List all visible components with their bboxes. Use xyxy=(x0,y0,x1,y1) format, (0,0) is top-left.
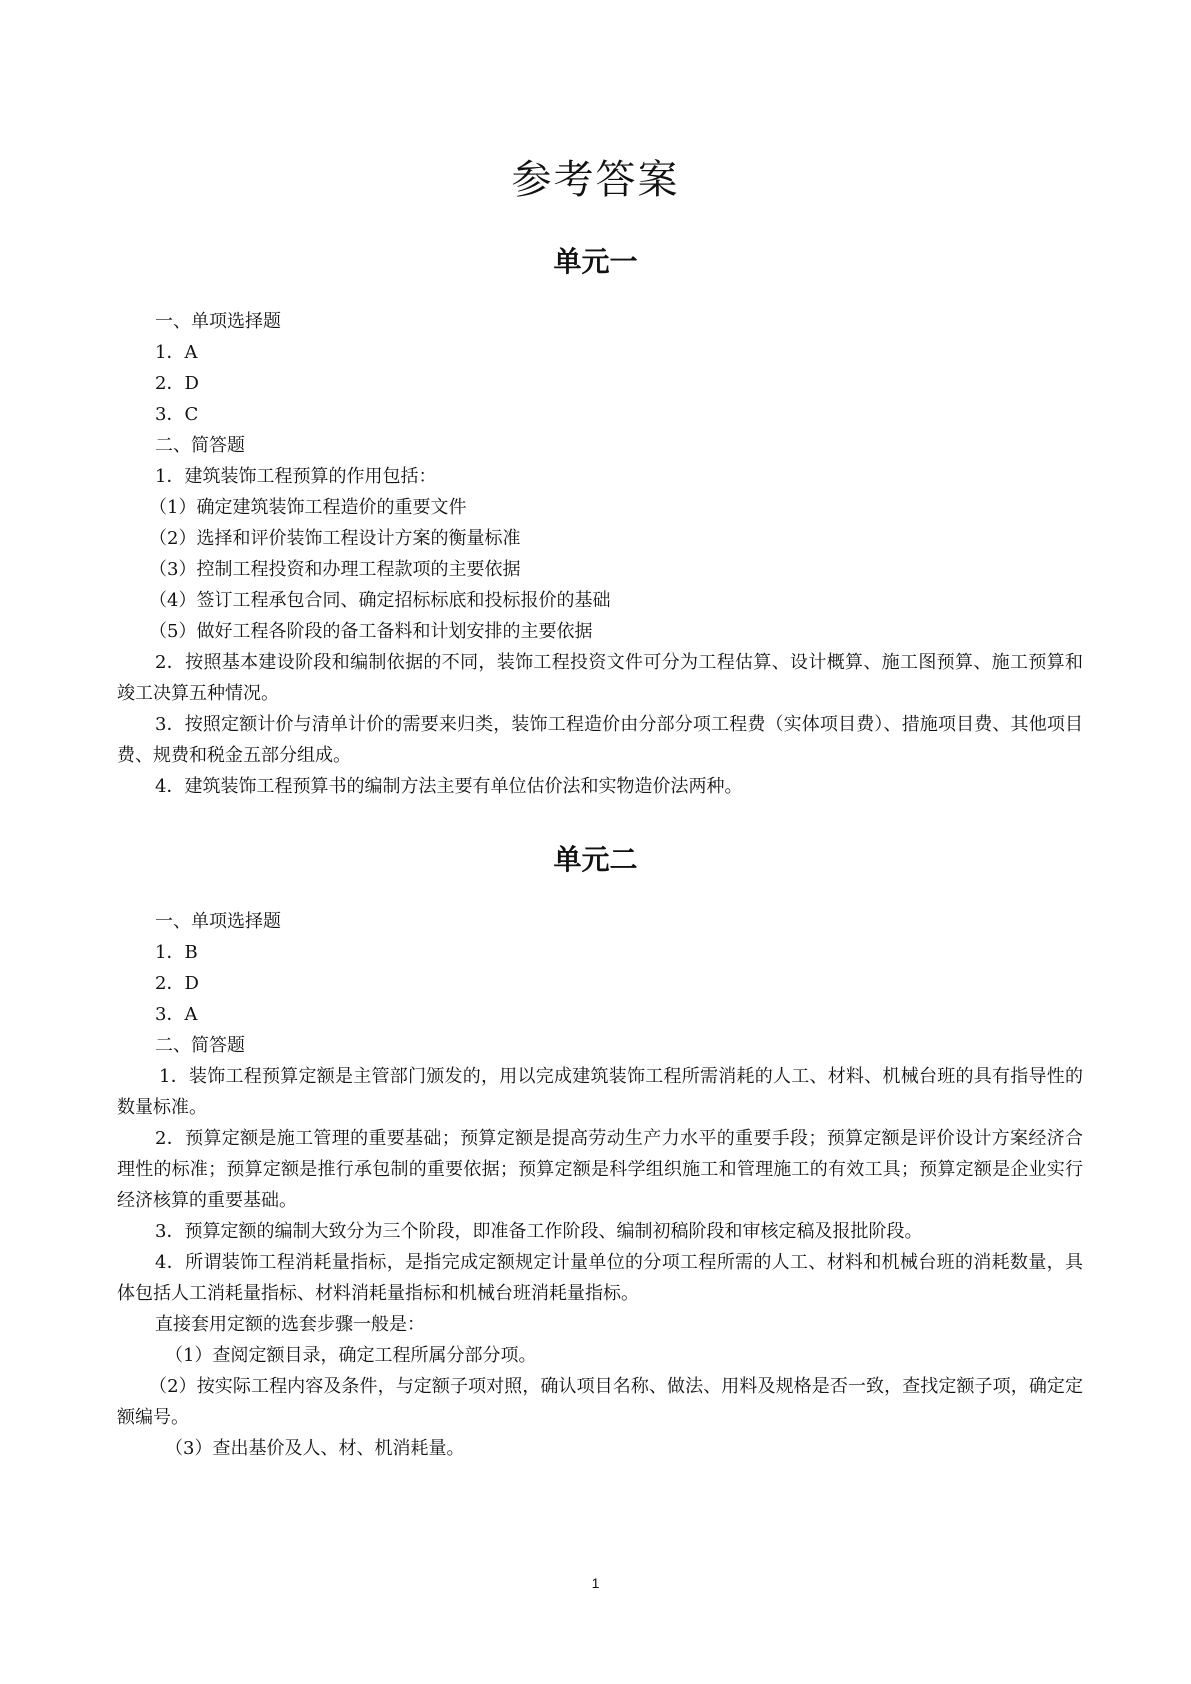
unit2-step-1: （1）查阅定额目录，确定工程所属分部分项。 xyxy=(165,1345,537,1366)
unit1-mc-answer-2: 2．D xyxy=(155,373,199,394)
unit1-q3-answer: 3．按照定额计价与清单计价的需要来归类，装饰工程造价由分部分项工程费（实体项目费）、措施项目费、其他项目费、规费和税金五部分组成。 xyxy=(117,714,1083,766)
unit2-section xyxy=(117,906,1083,1464)
unit1-q1-item-5: （5）做好工程各阶段的备工备料和计划安排的主要依据 xyxy=(149,621,593,642)
page-title: 参考答案 xyxy=(511,157,680,203)
unit2-heading: 单元二 xyxy=(553,843,638,876)
unit1-q1-item-2: （2）选择和评价装饰工程设计方案的衡量标准 xyxy=(149,528,521,549)
unit2-mc-heading: 一、单项选择题 xyxy=(155,911,281,932)
unit1-mc-answer-3: 3．C xyxy=(155,404,199,425)
unit1-mc-heading: 一、单项选择题 xyxy=(155,311,281,332)
unit1-sa-heading: 二、简答题 xyxy=(155,435,245,456)
unit2-step-3: （3）查出基价及人、材、机消耗量。 xyxy=(165,1438,465,1459)
unit1-mc-answer-1: 1．A xyxy=(155,342,198,363)
unit2-sa-heading: 二、简答题 xyxy=(155,1035,245,1056)
unit2-mc-answer-1: 1．B xyxy=(155,942,198,963)
unit2-q4-answer: 4．所谓装饰工程消耗量指标，是指完成定额规定计量单位的分项工程所需的人工、材料和机械台班的消耗数量，具体包括人工消耗量指标、材料消耗量指标和机械台班消耗量指标。 xyxy=(117,1252,1083,1304)
unit1-heading: 单元一 xyxy=(553,245,638,278)
unit2-mc-answer-2: 2．D xyxy=(155,973,199,994)
unit1-q1-item-1: （1）确定建筑装饰工程造价的重要文件 xyxy=(149,497,467,518)
page-number: 1 xyxy=(591,1575,600,1591)
unit1-q1-item-4: （4）签订工程承包合同、确定招标标底和投标报价的基础 xyxy=(149,590,611,611)
unit2-q3-answer: 3．预算定额的编制大致分为三个阶段，即准备工作阶段、编制初稿阶段和审核定稿及报批阶段。 xyxy=(155,1221,923,1242)
unit2-steps-intro: 直接套用定额的选套步骤一般是： xyxy=(155,1314,425,1335)
unit2-q2-answer: 2．预算定额是施工管理的重要基础；预算定额是提高劳动生产力水平的重要手段；预算定额是评价设计方案经济合理性的标准；预算定额是推行承包制的重要依据；预算定额是科学组织施工和管理施工的有效工具；预算定额是企业实行经济核算的重要基础。 xyxy=(117,1128,1083,1211)
unit2-mc-answer-3: 3．A xyxy=(155,1004,198,1025)
unit1-q1-intro: 1．建筑装饰工程预算的作用包括： xyxy=(155,466,437,487)
unit1-q2-answer: 2．按照基本建设阶段和编制依据的不同，装饰工程投资文件可分为工程估算、设计概算、施工图预算、施工预算和竣工决算五种情况。 xyxy=(117,652,1083,704)
unit1-q4-answer: 4．建筑装饰工程预算书的编制方法主要有单位估价法和实物造价法两种。 xyxy=(155,776,743,797)
unit1-section xyxy=(117,306,1083,802)
unit2-q1-answer: 1．装饰工程预算定额是主管部门颁发的，用以完成建筑装饰工程所需消耗的人工、材料、机械台班的具有指导性的数量标准。 xyxy=(117,1066,1083,1118)
unit2-step-2: （2）按实际工程内容及条件，与定额子项对照，确认项目名称、做法、用料及规格是否一致，查找定额子项，确定定额编号。 xyxy=(117,1376,1083,1428)
unit1-q1-item-3: （3）控制工程投资和办理工程款项的主要依据 xyxy=(149,559,521,580)
